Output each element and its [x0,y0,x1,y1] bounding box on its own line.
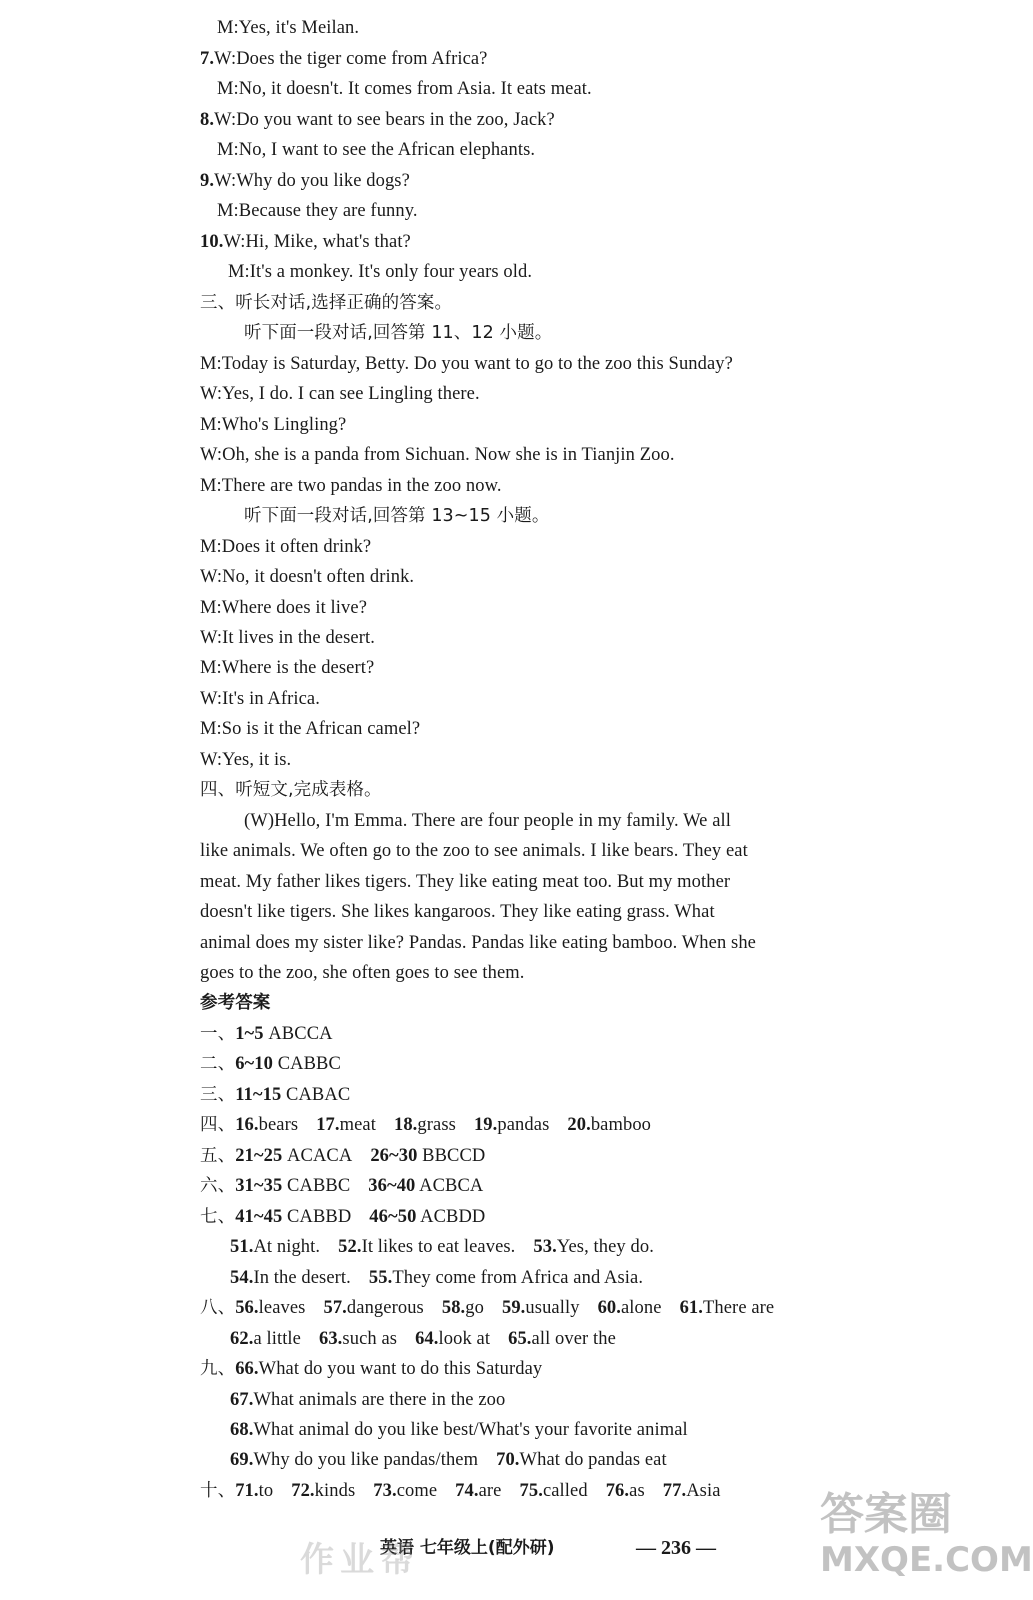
item-text: CABAC [281,1085,351,1105]
item-text: At night. [253,1237,321,1257]
item-text: ABCCA [263,1024,333,1044]
item-text: It likes to eat leaves. [361,1237,516,1257]
section-number: 三、 [200,1085,236,1105]
item-number: 63. [318,1329,343,1349]
item-text: like animals. We often go to the zoo to see animals. I like bears. They eat [200,841,748,861]
item-number: 8. [200,110,215,130]
text-line [230,1235,654,1259]
text-line [200,1022,333,1046]
item-text: Asia [686,1481,721,1501]
text-line [200,413,346,437]
item-text: M:Who's Lingling? [200,415,347,435]
text-line [217,16,359,40]
item-number: 68. [230,1420,254,1440]
item-text: M:Yes, it's Meilan. [217,18,360,38]
answer-heading: 参考答案 [200,993,271,1013]
text-line [200,687,320,711]
item-text: There are [703,1298,775,1318]
text-line [200,778,382,802]
item-number: 71. [235,1481,259,1501]
item-number: 70. [496,1450,520,1470]
text-line [200,1479,721,1503]
item-number: 20. [567,1115,591,1135]
text-line [230,1448,667,1472]
item-number: 67. [230,1390,254,1410]
section-number: 七、 [200,1207,236,1227]
item-number: 52. [338,1237,362,1257]
item-text: They come from Africa and Asia. [392,1268,644,1288]
text-line [200,748,291,772]
text-line [200,839,748,863]
text-line [217,138,535,162]
item-text: come [396,1481,438,1501]
item-text: animal does my sister like? Pandas. Pandas like eating bamboo. When she [200,933,756,953]
item-text: W:No, it doesn't often drink. [200,567,415,587]
item-number: 74. [455,1481,479,1501]
text-line [200,474,502,498]
text-line [200,291,452,315]
item-text: ACBCA [415,1176,484,1196]
item-text: M:Where is the desert? [200,658,375,678]
item-text: pandas [497,1115,550,1135]
text-line [200,626,375,650]
item-text: to [258,1481,274,1501]
item-text: What do you want to do this Saturday [258,1359,543,1379]
text-line [217,199,418,223]
page-number: — 236 — [636,1537,716,1559]
text-line [200,656,374,680]
section-heading: 四、听短文,完成表格。 [200,780,382,800]
item-text: bamboo [590,1115,652,1135]
text-line [200,47,488,71]
section-heading: 听下面一段对话,回答第 11、12 小题。 [244,323,553,343]
item-text: M:No, I want to see the African elephants. [217,140,536,160]
text-line [200,596,367,620]
text-line [200,1083,350,1107]
item-text: usually [525,1298,580,1318]
item-text: meat [339,1115,376,1135]
item-text: W:Does the tiger come from Africa? [214,49,488,69]
item-text: What do pandas eat [519,1450,667,1470]
text-line [200,1205,485,1229]
item-text: go [465,1298,484,1318]
text-line [200,352,733,376]
text-line [230,1418,688,1442]
item-number: 21~25 [235,1146,283,1166]
item-number: 73. [373,1481,397,1501]
text-line [200,717,420,741]
item-text: W:Yes, I do. I can see Lingling there. [200,384,480,404]
item-number: 1~5 [235,1024,264,1044]
item-number: 31~35 [235,1176,283,1196]
item-text: ACBDD [416,1207,486,1227]
section-heading: 三、听长对话,选择正确的答案。 [200,293,453,313]
section-heading: 听下面一段对话,回答第 13~15 小题。 [244,506,550,526]
item-text: called [542,1481,588,1501]
section-number: 十、 [200,1481,236,1501]
item-text: CABBC [282,1176,351,1196]
item-number: 75. [519,1481,543,1501]
text-line [200,870,730,894]
item-text: kinds [314,1481,356,1501]
text-line [200,991,270,1015]
item-text: M:Does it often drink? [200,537,372,557]
text-line [200,1052,341,1076]
item-text: are [478,1481,502,1501]
item-number: 65. [508,1329,532,1349]
item-text: alone [621,1298,662,1318]
item-number: 19. [473,1115,498,1135]
item-number: 66. [235,1359,259,1379]
item-text: In the desert. [253,1268,351,1288]
watermark-logo-right: 答案圈 [820,1489,952,1540]
item-text: goes to the zoo, she often goes to see them. [200,963,525,983]
item-text: CABBC [272,1054,341,1074]
item-text: grass [417,1115,456,1135]
item-number: 17. [316,1115,340,1135]
item-text: W:Do you want to see bears in the zoo, Jack? [214,110,555,130]
item-text: doesn't like tigers. She likes kangaroos. They like eating grass. What [200,902,715,922]
text-line [230,1266,643,1290]
item-number: 46~50 [369,1207,417,1227]
item-text: (W)Hello, I'm Emma. There are four people in my family. We all [244,811,731,831]
item-text: as [629,1481,645,1501]
section-number: 四、 [200,1115,236,1135]
item-number: 59. [501,1298,526,1318]
item-number: 41~45 [235,1207,283,1227]
item-text: all over the [531,1329,616,1349]
text-line [200,382,480,406]
item-text: Why do you like pandas/them [253,1450,479,1470]
item-text: W:It lives in the desert. [200,628,375,648]
text-line [200,1174,483,1198]
text-line [230,1327,616,1351]
item-text: BBCCD [417,1146,486,1166]
item-text: such as [342,1329,398,1349]
item-text: ACACA [282,1146,353,1166]
section-number: 一、 [200,1024,236,1044]
item-number: 69. [230,1450,254,1470]
item-number: 56. [235,1298,259,1318]
text-line [200,900,715,924]
item-number: 51. [230,1237,254,1257]
text-line [200,169,410,193]
text-line [217,77,592,101]
text-line [200,931,756,955]
item-text: What animal do you like best/What's your favorite animal [253,1420,688,1440]
item-number: 64. [415,1329,439,1349]
item-number: 72. [291,1481,315,1501]
item-text: M:Where does it live? [200,598,368,618]
text-line [200,1113,651,1137]
text-line [244,504,550,528]
item-number: 53. [533,1237,557,1257]
text-line [244,809,731,833]
text-line [244,321,552,345]
text-line [200,1144,485,1168]
text-line [228,260,532,284]
item-text: M:Because they are funny. [217,201,418,221]
item-number: 62. [230,1329,254,1349]
text-line [200,961,524,985]
section-number: 九、 [200,1359,236,1379]
section-number: 六、 [200,1176,236,1196]
item-text: CABBD [282,1207,352,1227]
text-line [200,108,555,132]
item-text: M:Today is Saturday, Betty. Do you want to go to the zoo this Sunday? [200,354,733,374]
text-line [230,1388,505,1412]
item-number: 76. [605,1481,630,1501]
item-number: 58. [441,1298,466,1318]
item-text: M:It's a monkey. It's only four years old. [228,262,533,282]
item-number: 57. [323,1298,347,1318]
item-text: M:There are two pandas in the zoo now. [200,476,502,496]
subject-label: 英语 七年级上(配外研) [380,1538,555,1558]
item-number: 55. [368,1268,393,1288]
item-text: W:Hi, Mike, what's that? [223,232,411,252]
text-line [200,230,411,254]
item-number: 11~15 [235,1085,282,1105]
item-number: 7. [200,49,215,69]
watermark-logo-left: 作业帮 [300,1540,420,1580]
item-text: meat. My father likes tigers. They like eating meat too. But my mother [200,872,731,892]
item-number: 16. [235,1115,259,1135]
text-line [200,535,371,559]
item-number: 18. [393,1115,418,1135]
item-text: bears [258,1115,299,1135]
item-number: 61. [679,1298,703,1318]
text-line [200,443,675,467]
item-number: 77. [662,1481,687,1501]
item-text: M:So is it the African camel? [200,719,421,739]
item-text: W:It's in Africa. [200,689,320,709]
text-line [200,1357,542,1381]
item-text: a little [253,1329,301,1349]
item-number: 60. [597,1298,621,1318]
item-number: 36~40 [368,1176,416,1196]
item-number: 9. [200,171,215,191]
item-text: Yes, they do. [556,1237,654,1257]
section-number: 五、 [200,1146,236,1166]
item-text: What animals are there in the zoo [253,1390,506,1410]
item-number: 26~30 [370,1146,418,1166]
item-text: look at [438,1329,491,1349]
item-text: W:Yes, it is. [200,750,292,770]
item-number: 54. [230,1268,254,1288]
item-number: 10. [200,232,224,252]
item-number: 6~10 [235,1054,273,1074]
section-number: 二、 [200,1054,236,1074]
item-text: M:No, it doesn't. It comes from Asia. It eats meat. [217,79,592,99]
text-line [200,1296,774,1320]
text-line [200,565,414,589]
section-number: 八、 [200,1298,236,1318]
item-text: dangerous [346,1298,424,1318]
watermark-url: MXQE.COM [820,1540,1033,1580]
item-text: leaves [258,1298,306,1318]
item-text: W:Oh, she is a panda from Sichuan. Now she is in Tianjin Zoo. [200,445,675,465]
item-text: W:Why do you like dogs? [214,171,410,191]
